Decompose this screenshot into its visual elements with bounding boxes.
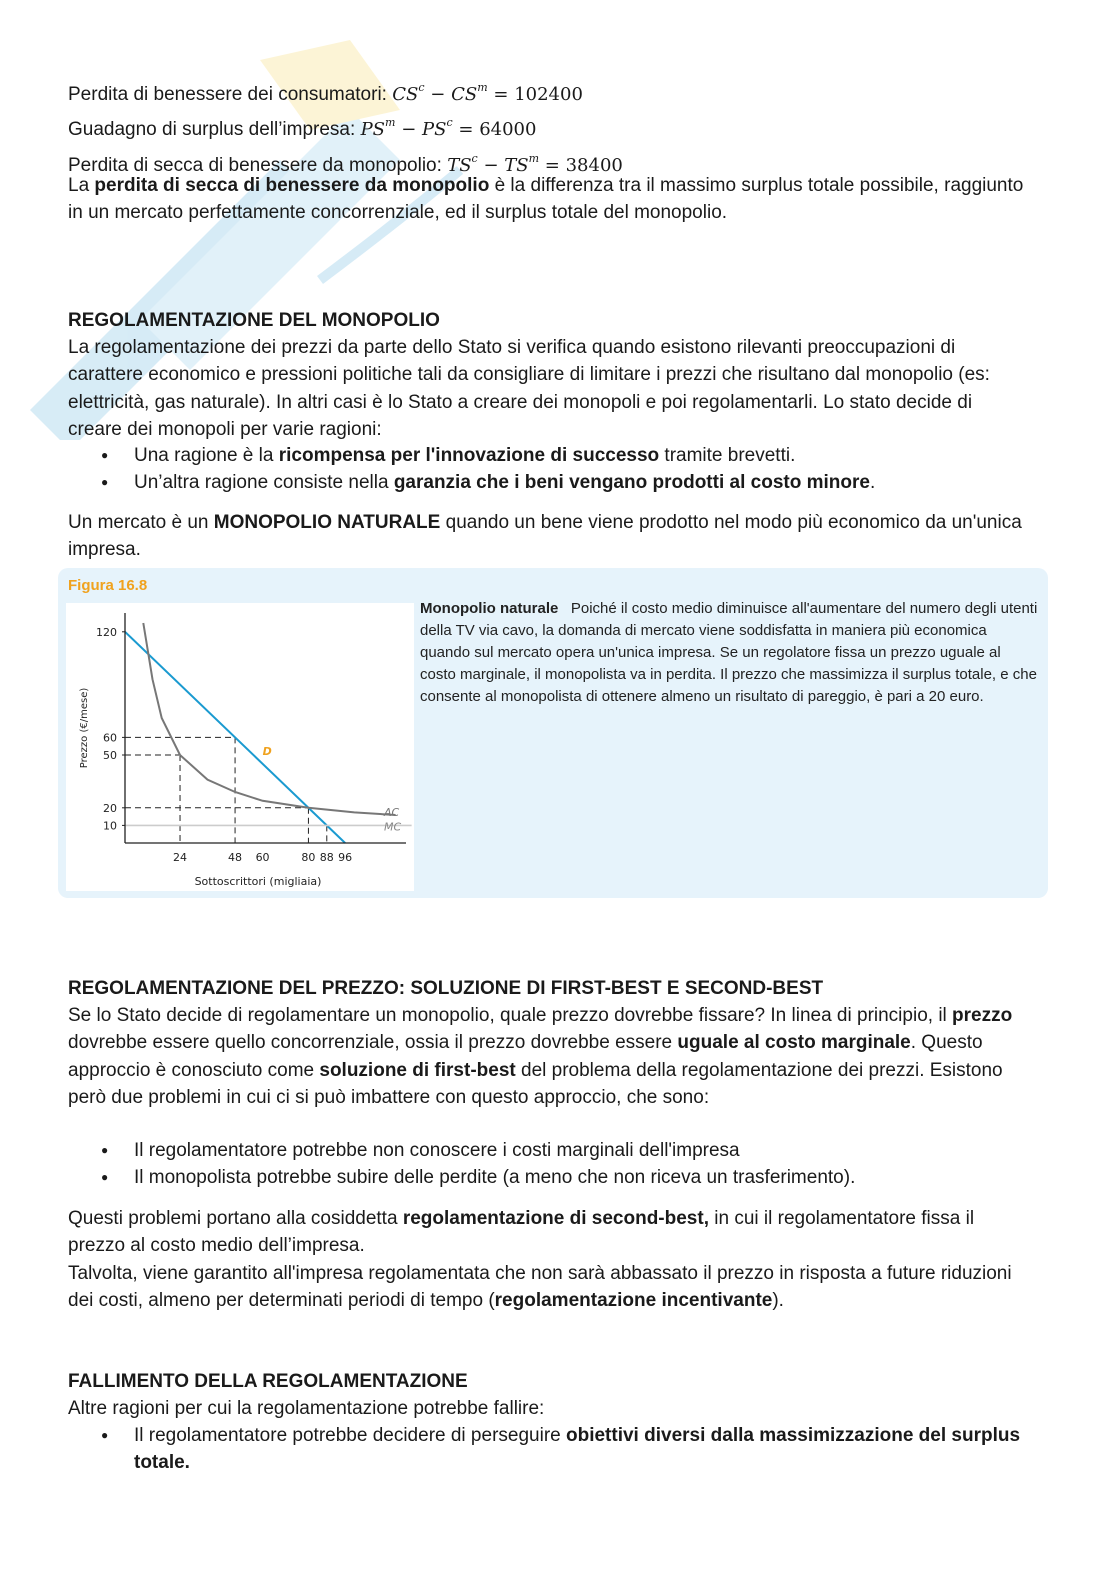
ac-label: AC (384, 805, 400, 819)
figure-caption (420, 598, 1040, 708)
welfare-label: Guadagno di surplus dell’impresa: (68, 119, 361, 140)
y-tick-label: 10 (103, 819, 117, 833)
section2-paragraph-1: Se lo Stato decide di regolamentare un monopolio, quale prezzo dovrebbe fissare? In linea di principio, il prezzo dovrebbe essere quello concorrenziale, ossia il prezzo dovrebbe essere uguale al costo marginale. Questo approccio è conosciuto come soluzione di first-best del problema della regolamentazione dei prezzi. Esistono però due problemi in cui ci si può imbattere con questo approccio, che sono: (68, 1005, 1013, 1109)
y-tick-label: 20 (103, 801, 117, 815)
x-axis-label: Sottoscrittori (migliaia) (194, 875, 322, 888)
x-tick-label: 80 (301, 851, 316, 864)
section2-bullets (68, 1137, 1028, 1192)
x-tick-label: 60 (255, 851, 270, 864)
welfare-line-consumer (68, 74, 583, 108)
list-item: ● Il regolamentatore potrebbe decidere di perseguire obiettivi diversi dalla massimizzazione del surplus totale. (68, 1422, 1028, 1477)
list-item: ● Il monopolista potrebbe subire delle perdite (a meno che non riceva un trasferimento). (68, 1164, 1028, 1191)
demand-label: D (262, 745, 272, 758)
x-tick-label: 24 (173, 851, 188, 864)
section3-bullets (68, 1422, 1028, 1477)
caption-title: Monopolio naturale (420, 600, 559, 617)
deadweight-definition: La perdita di secca di benessere da monopolio è la differenza tra il massimo surplus totale possibile, raggiunto in un mercato perfettamente concorrenziale, ed il surplus totale del monopolio. (68, 175, 1024, 224)
section3-intro: Altre ragioni per cui la regolamentazione potrebbe fallire: (68, 1398, 545, 1419)
y-tick-label: 120 (96, 625, 117, 639)
natural-monopoly-paragraph: Un mercato è un MONOPOLIO NATURALE quando un bene viene prodotto nel modo più economico da un'unica impresa. (68, 512, 1022, 561)
formula: $PS^m - PS^c = 64000$ (360, 116, 537, 140)
section-heading-price-regulation: REGOLAMENTAZIONE DEL PREZZO: SOLUZIONE DI FIRST-BEST E SECOND-BEST (68, 978, 824, 999)
formula: $TS^c - TS^m = 38400$ (447, 152, 623, 176)
x-tick-label: 48 (228, 851, 243, 864)
welfare-line-producer (68, 109, 536, 143)
y-tick-label: 50 (103, 749, 117, 762)
list-item: ● Il regolamentatore potrebbe non conoscere i costi marginali dell'impresa (68, 1137, 1028, 1164)
section2-paragraph-2: Questi problemi portano alla cosiddetta regolamentazione di second-best, in cui il regolamentatore fissa il prezzo al costo medio dell’impresa. (68, 1208, 975, 1257)
section1-paragraph: La regolamentazione dei prezzi da parte dello Stato si verifica quando esistono rilevanti preoccupazioni di carattere economico e pressioni politiche tali da consigliare di limitare i prezzi che risultano dal monopolio (es: elettricità, gas naturale). In altri casi è lo Stato a creare dei monopoli e poi regolamentarli. Lo stato decide di creare dei monopoli per varie ragioni: (68, 337, 990, 441)
chart-panel (66, 603, 414, 891)
series-ac-line (143, 623, 395, 815)
y-tick-label: 60 (103, 731, 117, 745)
section2-paragraph-3: Talvolta, viene garantito all'impresa regolamentata che non sarà abbassato il prezzo in risposta a future riduzioni dei costi, almeno per determinati periodi di tempo (regolamentazione incentivante). (68, 1263, 1012, 1312)
x-tick-label: 88 (319, 851, 334, 864)
caption-text: Poiché il costo medio diminuisce all'aumentare del numero degli utenti della TV via cavo, la domanda di mercato viene soddisfatta in maniera più economica quando sul mercato opera un'unica impresa. Se un regolatore fissa un prezzo uguale al costo marginale, il monopolista va in perdita. Il prezzo che massimizza il surplus totale, e che consente al monopolista di ottenere almeno un risultato di pareggio, è pari a 20 euro. (420, 600, 1038, 705)
section1-bullets (68, 442, 1028, 497)
section-heading-regulation-failure: FALLIMENTO DELLA REGOLAMENTAZIONE (68, 1371, 468, 1392)
section-heading-monopoly-regulation: REGOLAMENTAZIONE DEL MONOPOLIO (68, 310, 440, 331)
list-item: ● Un’altra ragione consiste nella garanzia che i beni vengano prodotti al costo minore. (68, 469, 1028, 496)
mc-label: MC (384, 820, 402, 834)
welfare-label: Perdita di benessere dei consumatori: (68, 84, 393, 105)
list-item: ● Una ragione è la ricompensa per l'innovazione di successo tramite brevetti. (68, 442, 1028, 469)
figure-label: Figura 16.8 (68, 577, 148, 594)
formula: $CS^c - CS^m = 102400$ (392, 81, 583, 105)
natural-monopoly-chart (66, 603, 414, 891)
x-tick-label: 96 (338, 851, 353, 864)
y-axis-label: Prezzo (€/mese) (79, 687, 90, 769)
welfare-label: Perdita di secca di benessere da monopolio: (68, 155, 448, 176)
